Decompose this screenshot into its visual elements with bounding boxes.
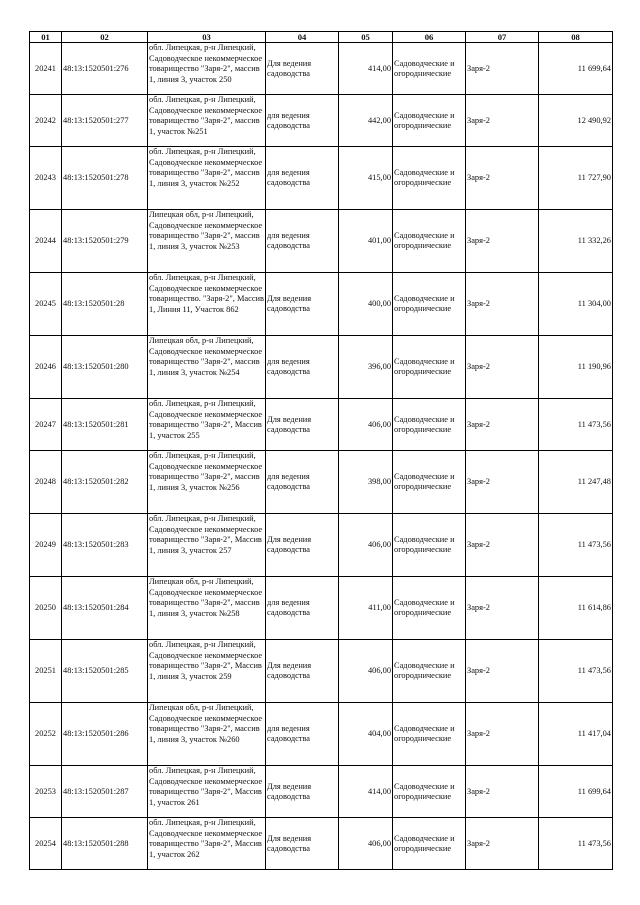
cell-area: 415,00 [339, 147, 393, 210]
cell-cadastral-value: 11 699,64 [539, 766, 613, 818]
table-row [30, 514, 613, 577]
cell-group-name: Заря-2 [466, 703, 539, 766]
cell-group-name: Заря-2 [466, 43, 539, 95]
cell-permitted-use: Для ведения садоводства [266, 399, 339, 451]
table-row [30, 399, 613, 451]
cell-row-number: 20253 [30, 766, 62, 818]
cell-permitted-use: для ведения садоводства [266, 147, 339, 210]
cell-row-number: 20247 [30, 399, 62, 451]
cell-row-number: 20242 [30, 95, 62, 147]
cell-use-category: Садоводческие и огороднические [393, 399, 466, 451]
cell-cadastral-number: 48:13:1520501:277 [62, 95, 148, 147]
cell-area: 396,00 [339, 336, 393, 399]
cell-permitted-use: Для ведения садоводства [266, 43, 339, 95]
column-header: 04 [266, 32, 339, 43]
table-row [30, 43, 613, 95]
cell-row-number: 20250 [30, 577, 62, 640]
cell-use-category: Садоводческие и огороднические [393, 703, 466, 766]
cell-cadastral-value: 11 473,56 [539, 514, 613, 577]
table-row [30, 147, 613, 210]
cell-cadastral-number: 48:13:1520501:287 [62, 766, 148, 818]
cell-permitted-use: для ведения садоводства [266, 703, 339, 766]
cell-area: 414,00 [339, 43, 393, 95]
cell-row-number: 20243 [30, 147, 62, 210]
cell-cadastral-number: 48:13:1520501:284 [62, 577, 148, 640]
table-row [30, 451, 613, 514]
table-row [30, 766, 613, 818]
cell-cadastral-value: 11 699,64 [539, 43, 613, 95]
cell-cadastral-number: 48:13:1520501:283 [62, 514, 148, 577]
cell-cadastral-value: 11 473,56 [539, 640, 613, 703]
cell-permitted-use: Для ведения садоводства [266, 818, 339, 870]
cell-row-number: 20245 [30, 273, 62, 336]
cell-cadastral-value: 11 417,04 [539, 703, 613, 766]
cell-address [148, 766, 266, 818]
table-row [30, 210, 613, 273]
cell-cadastral-number: 48:13:1520501:28 [62, 273, 148, 336]
cell-use-category: Садоводческие и огороднические [393, 336, 466, 399]
cell-row-number: 20251 [30, 640, 62, 703]
cell-address [148, 399, 266, 451]
cell-address [148, 273, 266, 336]
cell-group-name: Заря-2 [466, 766, 539, 818]
address-text: обл. Липецкая, р-н Липецкий, Садоводческое некоммерческое товарищество "Заря-2", Массив 1, линия 3, участок 259 [149, 640, 263, 681]
cell-area: 406,00 [339, 514, 393, 577]
cell-cadastral-value: 12 490,92 [539, 95, 613, 147]
cell-use-category: Садоводческие и огороднические [393, 514, 466, 577]
address-text: обл. Липецкая, р-н Липецкий, Садоводческое некоммерческое товарищество "Заря-2", Массив 1, участок 255 [149, 399, 263, 440]
cell-group-name: Заря-2 [466, 399, 539, 451]
cell-area: 406,00 [339, 399, 393, 451]
address-text: обл. Липецкая, р-н Липецкий, Садоводческое некоммерческое товарищество "Заря-2", массив 1, участок №251 [149, 95, 263, 136]
cell-cadastral-value: 11 614,86 [539, 577, 613, 640]
address-text: Липецкая обл, р-н Липецкий, Садоводческое некоммерческое товарищество "Заря-2", массив 1, линия 3, участок №260 [149, 703, 263, 744]
cell-cadastral-number: 48:13:1520501:279 [62, 210, 148, 273]
cell-row-number: 20246 [30, 336, 62, 399]
cell-address [148, 43, 266, 95]
cell-permitted-use: для ведения садоводства [266, 95, 339, 147]
cell-group-name: Заря-2 [466, 514, 539, 577]
cell-use-category: Садоводческие и огороднические [393, 818, 466, 870]
cell-cadastral-number: 48:13:1520501:285 [62, 640, 148, 703]
cell-address [148, 336, 266, 399]
cell-cadastral-number: 48:13:1520501:281 [62, 399, 148, 451]
cell-cadastral-number: 48:13:1520501:286 [62, 703, 148, 766]
address-text: обл. Липецкая, р-н Липецкий, Садоводческое некоммерческое товарищество "Заря-2", массив 1, линия 3, участок №252 [149, 147, 263, 188]
land-plots-table [29, 31, 613, 870]
cell-area: 400,00 [339, 273, 393, 336]
cell-permitted-use: Для ведения садоводства [266, 514, 339, 577]
cell-row-number: 20252 [30, 703, 62, 766]
cell-use-category: Садоводческие и огороднические [393, 147, 466, 210]
cell-cadastral-number: 48:13:1520501:282 [62, 451, 148, 514]
address-text: Липецкая обл, р-н Липецкий, Садоводческое некоммерческое товарищество "Заря-2", массив 1, линия 3, участок №253 [149, 210, 263, 251]
cell-row-number: 20241 [30, 43, 62, 95]
column-header: 03 [148, 32, 266, 43]
cell-area: 414,00 [339, 766, 393, 818]
address-text: Липецкая обл, р-н Липецкий, Садоводческое некоммерческое товарищество "Заря-2", массив 1, линия 3, участок №254 [149, 336, 263, 377]
address-text: обл. Липецкая, р-н Липецкий, Садоводческое некоммерческое товарищество "Заря-2", Массив 1, участок 262 [149, 818, 263, 859]
table-row [30, 95, 613, 147]
cell-area: 401,00 [339, 210, 393, 273]
cell-use-category: Садоводческие и огороднические [393, 43, 466, 95]
cell-group-name: Заря-2 [466, 818, 539, 870]
cell-row-number: 20244 [30, 210, 62, 273]
table-header-row [30, 32, 613, 43]
address-text: обл. Липецкая, р-н Липецкий, Садоводческое некоммерческое товарищество "Заря-2", Массив 1, линия 3, участок 257 [149, 514, 263, 555]
cell-permitted-use: Для ведения садоводства [266, 273, 339, 336]
cell-cadastral-value: 11 727,90 [539, 147, 613, 210]
cell-address [148, 640, 266, 703]
cell-address [148, 577, 266, 640]
cell-cadastral-value: 11 332,26 [539, 210, 613, 273]
cell-group-name: Заря-2 [466, 577, 539, 640]
cell-address [148, 818, 266, 870]
cell-address [148, 451, 266, 514]
address-text: обл. Липецкая, р-н Липецкий, Садоводческое некоммерческое товарищество "Заря-2", Массив 1, участок 261 [149, 766, 263, 807]
cell-address [148, 147, 266, 210]
cell-permitted-use: для ведения садоводства [266, 451, 339, 514]
cell-cadastral-number: 48:13:1520501:278 [62, 147, 148, 210]
cell-cadastral-value: 11 304,00 [539, 273, 613, 336]
cell-cadastral-number: 48:13:1520501:280 [62, 336, 148, 399]
document-page [29, 31, 612, 870]
cell-permitted-use: Для ведения садоводства [266, 766, 339, 818]
table-row [30, 577, 613, 640]
cell-permitted-use: для ведения садоводства [266, 577, 339, 640]
cell-permitted-use: для ведения садоводства [266, 336, 339, 399]
cell-use-category: Садоводческие и огороднические [393, 95, 466, 147]
cell-area: 398,00 [339, 451, 393, 514]
column-header: 08 [539, 32, 613, 43]
table-row [30, 273, 613, 336]
address-text: Липецкая обл, р-н Липецкий, Садоводческое некоммерческое товарищество "Заря-2", массив 1, линия 3, участок №258 [149, 577, 263, 618]
cell-use-category: Садоводческие и огороднические [393, 273, 466, 336]
cell-area: 411,00 [339, 577, 393, 640]
cell-cadastral-value: 11 473,56 [539, 399, 613, 451]
cell-cadastral-number: 48:13:1520501:288 [62, 818, 148, 870]
cell-area: 404,00 [339, 703, 393, 766]
cell-use-category: Садоводческие и огороднические [393, 640, 466, 703]
cell-address [148, 514, 266, 577]
column-header: 05 [339, 32, 393, 43]
column-header: 01 [30, 32, 62, 43]
cell-area: 406,00 [339, 640, 393, 703]
cell-use-category: Садоводческие и огороднические [393, 210, 466, 273]
cell-group-name: Заря-2 [466, 640, 539, 703]
cell-cadastral-value: 11 247,48 [539, 451, 613, 514]
column-header: 02 [62, 32, 148, 43]
table-row [30, 818, 613, 870]
cell-use-category: Садоводческие и огороднические [393, 577, 466, 640]
cell-group-name: Заря-2 [466, 273, 539, 336]
cell-use-category: Садоводческие и огороднические [393, 451, 466, 514]
cell-group-name: Заря-2 [466, 451, 539, 514]
cell-address [148, 703, 266, 766]
cell-row-number: 20249 [30, 514, 62, 577]
table-row [30, 640, 613, 703]
cell-address [148, 95, 266, 147]
cell-address [148, 210, 266, 273]
address-text: обл. Липецкая, р-н Липецкий, Садоводческое некоммерческое товарищество. "Заря-2", Массив 1, Линия 11, Участок 862 [149, 273, 264, 314]
cell-row-number: 20254 [30, 818, 62, 870]
address-text: обл. Липецкая, р-н Липецкий, Садоводческое некоммерческое товарищество "Заря-2", массив 1, линия 3, участок 250 [149, 43, 263, 84]
cell-group-name: Заря-2 [466, 210, 539, 273]
table-row [30, 703, 613, 766]
cell-cadastral-number: 48:13:1520501:276 [62, 43, 148, 95]
cell-cadastral-value: 11 190,96 [539, 336, 613, 399]
column-header: 07 [466, 32, 539, 43]
cell-cadastral-value: 11 473,56 [539, 818, 613, 870]
cell-group-name: Заря-2 [466, 147, 539, 210]
cell-permitted-use: Для ведения садоводства [266, 640, 339, 703]
table-row [30, 336, 613, 399]
cell-area: 406,00 [339, 818, 393, 870]
cell-row-number: 20248 [30, 451, 62, 514]
cell-group-name: Заря-2 [466, 95, 539, 147]
column-header: 06 [393, 32, 466, 43]
address-text: обл. Липецкая, р-н Липецкий, Садоводческое некоммерческое товарищество "Заря-2", массив 1, линия 3, участок №256 [149, 451, 263, 492]
cell-permitted-use: для ведения садоводства [266, 210, 339, 273]
cell-area: 442,00 [339, 95, 393, 147]
cell-group-name: Заря-2 [466, 336, 539, 399]
cell-use-category: Садоводческие и огороднические [393, 766, 466, 818]
